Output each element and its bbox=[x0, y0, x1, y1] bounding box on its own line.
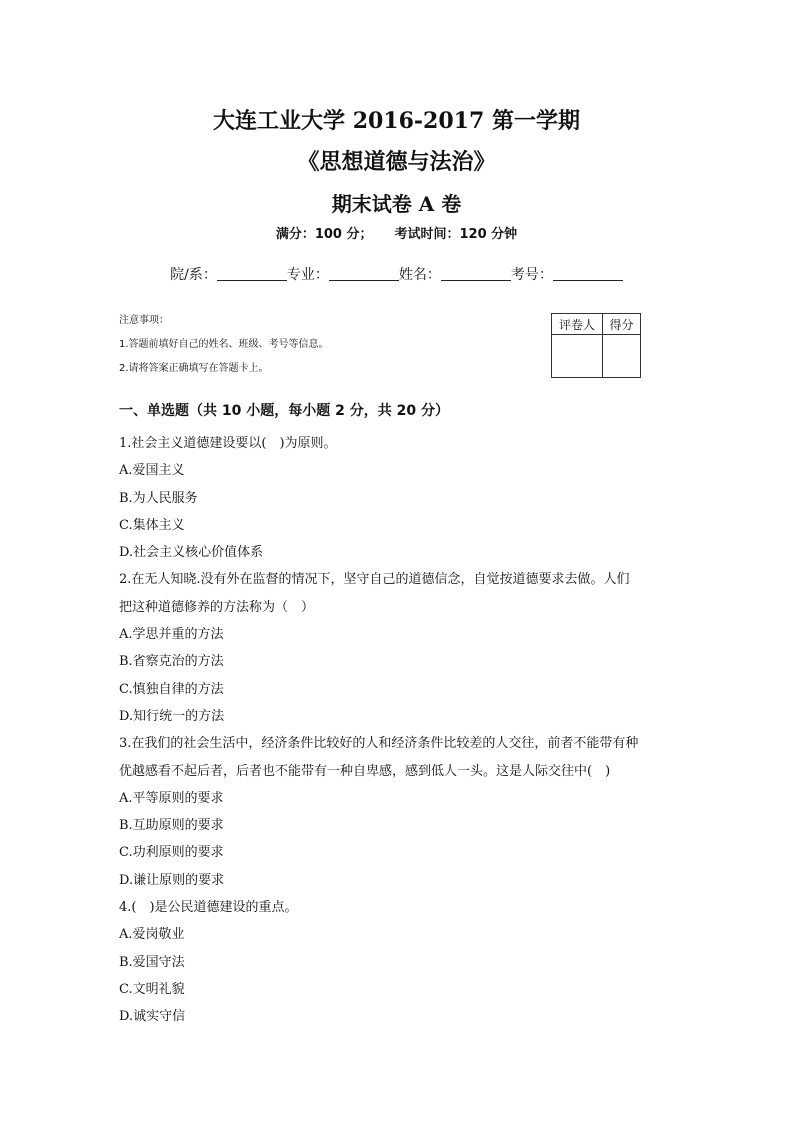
question-list bbox=[119, 430, 679, 1031]
grader-cell bbox=[552, 335, 603, 378]
question-stem: 1.社会主义道德建设要以( )为原则。 bbox=[119, 436, 337, 451]
answer-option: A.平等原则的要求 bbox=[119, 790, 224, 806]
score-cell bbox=[603, 335, 641, 378]
full-score-text: 满分：100 分； bbox=[275, 227, 373, 242]
answer-option: B.省察克治的方法 bbox=[119, 654, 224, 670]
question-stem: 4.( )是公民道德建设的重点。 bbox=[119, 900, 298, 916]
question-stem: 把这种道德修养的方法称为（ ） bbox=[119, 599, 315, 615]
major-blank[interactable] bbox=[329, 266, 399, 281]
answer-option: D.社会主义核心价值体系 bbox=[119, 545, 264, 561]
exam-meta bbox=[0, 223, 793, 242]
answer-option: B.为人民服务 bbox=[119, 490, 198, 506]
answer-option: B.爱国守法 bbox=[119, 954, 185, 970]
department-blank[interactable] bbox=[217, 266, 287, 281]
department-label: 院/系： bbox=[170, 267, 217, 283]
section-heading: 一、单选题（共 10 小题，每小题 2 分，共 20 分） bbox=[119, 403, 449, 419]
score-header: 得分 bbox=[603, 314, 641, 335]
answer-option: C.功利原则的要求 bbox=[119, 845, 224, 861]
name-label: 姓名： bbox=[398, 267, 441, 283]
score-table bbox=[551, 313, 641, 378]
answer-option: D.知行统一的方法 bbox=[119, 708, 225, 724]
question-stem: 3.在我们的社会生活中，经济条件比较好的人和经济条件比较差的人交往，前者不能带有种 bbox=[119, 736, 639, 752]
answer-option: C.文明礼貌 bbox=[119, 981, 185, 997]
notes-title: 注意事项： bbox=[119, 315, 169, 326]
exam-time-text: 考试时间：120 分钟 bbox=[394, 227, 518, 242]
question-stem: 2.在无人知晓.没有外在监督的情况下，坚守自己的道德信念，自觉按道德要求去做。人们 bbox=[119, 572, 630, 588]
note-item: 1.答题前填好自己的姓名、班级、考号等信息。 bbox=[119, 339, 329, 350]
note-item: 2.请将答案正确填写在答题卡上。 bbox=[119, 363, 269, 374]
major-label: 专业： bbox=[286, 267, 329, 283]
answer-option: D.诚实守信 bbox=[119, 1009, 186, 1025]
grader-header: 评卷人 bbox=[552, 314, 603, 335]
student-id-label: 考号： bbox=[510, 267, 553, 283]
student-info-line bbox=[0, 264, 793, 284]
answer-option: B.互助原则的要求 bbox=[119, 818, 224, 834]
exam-title-university: 大连工业大学 2016-2017 第一学期 bbox=[213, 108, 580, 134]
exam-title-course: 《思想道德与法治》 bbox=[297, 149, 496, 175]
answer-option: D.谦让原则的要求 bbox=[119, 872, 225, 888]
exam-title-paper: 期末试卷 A 卷 bbox=[331, 192, 462, 216]
student-id-blank[interactable] bbox=[553, 266, 623, 281]
answer-option: C.集体主义 bbox=[119, 517, 185, 533]
name-blank[interactable] bbox=[441, 266, 511, 281]
answer-option: C.慎独自律的方法 bbox=[119, 681, 224, 697]
notes-block bbox=[119, 309, 329, 381]
answer-option: A.爱国主义 bbox=[119, 463, 185, 479]
answer-option: A.学思并重的方法 bbox=[119, 627, 224, 643]
question-stem: 优越感看不起后者，后者也不能带有一种自卑感，感到低人一头。这是人际交往中( ) bbox=[119, 763, 611, 779]
answer-option: A.爱岗敬业 bbox=[119, 927, 185, 943]
